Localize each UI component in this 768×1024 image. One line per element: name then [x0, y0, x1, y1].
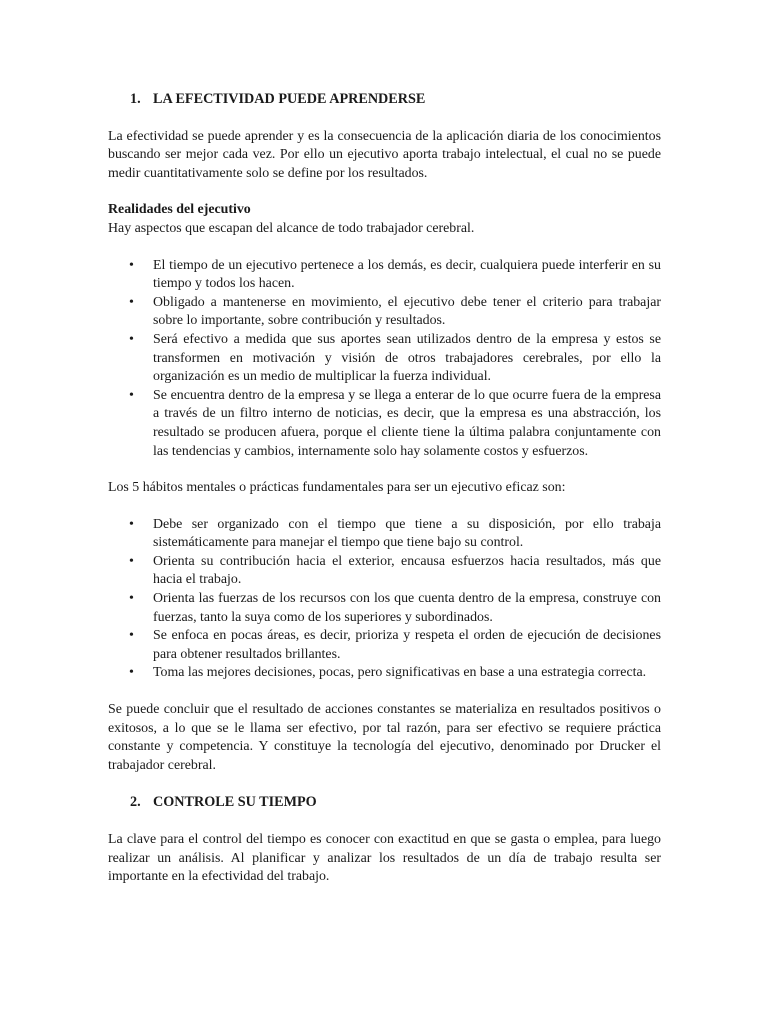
bullet-icon: •: [129, 628, 134, 644]
section-1-heading: [108, 90, 661, 109]
list-item: • El tiempo de un ejecutivo pertenece a los demás, es decir, cualquiera puede interferir en su tiempo y todos los hacen.: [129, 257, 661, 292]
bullet-icon: •: [129, 591, 134, 607]
bullet-icon: •: [129, 257, 134, 273]
section-1-intro: La efectividad se puede aprender y es la consecuencia de la aplicación diaria de los conocimientos buscando ser mejor cada vez. Por ello un ejecutivo aporta trabajo intelectual, el cual no se puede medir cuantitativamente solo se define por los resultados.: [108, 128, 661, 181]
section-2-heading: [108, 793, 661, 812]
section-2-title: CONTROLE SU TIEMPO: [153, 794, 317, 811]
realidades-title: Realidades del ejecutivo: [108, 202, 251, 218]
list-item: • Se enfoca en pocas áreas, es decir, prioriza y respeta el orden de ejecución de decisiones para obtener resultados brillantes.: [129, 628, 661, 662]
bullet-icon: •: [129, 516, 134, 532]
bullet-icon: •: [129, 553, 134, 569]
bullet-icon: •: [129, 387, 134, 403]
list-item: • Se encuentra dentro de la empresa y se llega a enterar de lo que ocurre fuera de la empresa a través de un filtro interno de noticias, es decir, que la empresa es una abstracción, los resultado se producen afuera, porque el cliente tiene la última palabra conjuntamente con las tendencias y cambios, internamente solo hay solamente costos y esfuerzos.: [129, 387, 661, 459]
habitos-intro: Los 5 hábitos mentales o prácticas fundamentales para ser un ejecutivo eficaz son:: [108, 480, 566, 496]
list-item: • Obligado a mantenerse en movimiento, el ejecutivo debe tener el criterio para trabajar sobre lo importante, sobre contribución y resultados.: [129, 294, 661, 329]
list-item: • Orienta las fuerzas de los recursos con los que cuenta dentro de la empresa, construye con fuerzas, tanto la suya como de los superiores y subordinados.: [129, 591, 661, 625]
realidades-list: [108, 257, 661, 462]
habitos-list: [108, 516, 661, 683]
bullet-icon: •: [129, 665, 134, 681]
bullet-icon: •: [129, 331, 134, 347]
section-2-intro: La clave para el control del tiempo es conocer con exactitud en que se gasta o emplea, para luego realizar un análisis. Al planificar y analizar los resultados de un día de trabajo resulta ser importante en la efectividad del trabajo.: [108, 832, 661, 885]
section-2-number: 2.: [130, 794, 141, 811]
list-item: • Debe ser organizado con el tiempo que tiene a su disposición, por ello trabaja sistemáticamente para manejar el tiempo que tiene bajo su control.: [129, 516, 661, 551]
section-1-title: LA EFECTIVIDAD PUEDE APRENDERSE: [153, 91, 426, 107]
bullet-icon: •: [129, 294, 134, 310]
list-item: • Será efectivo a medida que sus aportes sean utilizados dentro de la empresa y estos se transformen en motivación y visión de otros trabajadores cerebrales, por ello la organización es un medio de multiplicar la fuerza individual.: [129, 331, 661, 385]
document-page: [108, 90, 661, 887]
realidades-intro: Hay aspectos que escapan del alcance de todo trabajador cerebral.: [108, 220, 475, 236]
conclusion-paragraph: Se puede concluir que el resultado de acciones constantes se materializa en resultados positivos o exitosos, a lo que se le llama ser efectivo, por tal razón, para ser efectivo se requiere práctica constante y competencia. Y constituye la tecnología del ejecutivo, denominado por Drucker el trabajador cerebral.: [108, 702, 661, 773]
section-1-number: 1.: [130, 91, 141, 107]
list-item: • Toma las mejores decisiones, pocas, pero significativas en base a una estrategia correcta.: [108, 664, 661, 683]
list-item: • Orienta su contribución hacia el exterior, encausa esfuerzos hacia resultados, más que hacia el trabajo.: [129, 553, 661, 588]
